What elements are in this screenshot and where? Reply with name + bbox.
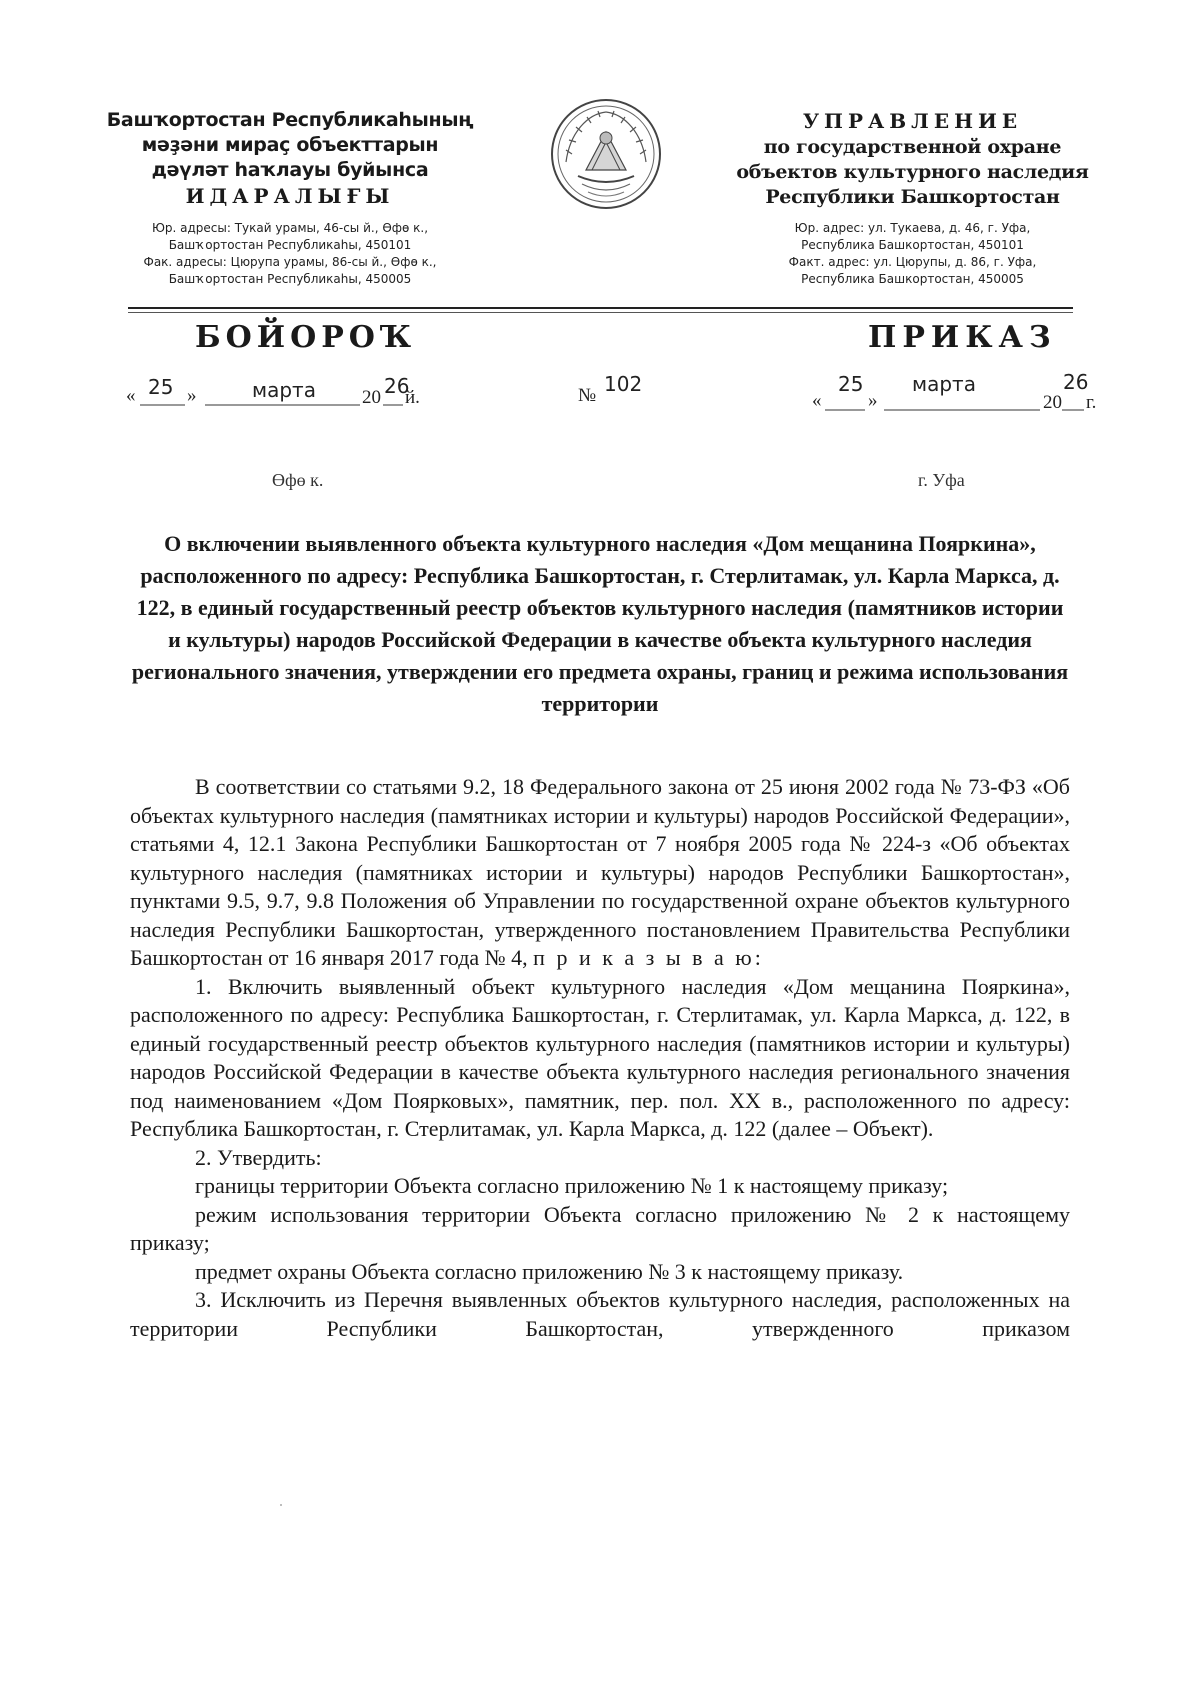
item-2c-paragraph: предмет охраны Объекта согласно приложению № 3 к настоящему приказу. [195,1258,904,1284]
header-right-block [720,108,1105,288]
org-name-ru-line3: Республики Башкортостан [765,186,1060,208]
address-ba: Юр. адресы: Тукай урамы, 46-сы й., Өфө к., Башҡортостан Республикаһы, 450101 Фак. адресы: Цюрупа урамы, 86-сы й., Өфө к., Башҡортостан Республикаһы, 450005 [143,221,437,286]
date-left-year: 26 [384,374,410,398]
org-name-ba-line3: дәүләт һаҡлауы буйынса [151,159,429,181]
item-2b-paragraph: режим использования территории Объекта согласно приложению № 2 к настоящему приказу; [130,1201,1070,1255]
order-subject: О включении выявленного объекта культурного наследия «Дом мещанина Пояркина», расположенного по адресу: Республика Башкортостан, г. Стерлитамак, ул. Карла Маркса, д. 122, в единый государственный реестр объектов культурного наследия (памятников истории и культуры) народов Российской Федерации в качестве объекта культурного наследия регионального значения, утверждении его предмета охраны, границ и режима использования территории [131,531,1069,716]
preamble-paragraph: В соответствии со статьями 9.2, 18 Федерального закона от 25 июня 2002 года № 73-ФЗ «Об объектах культурного наследия (памятниках истории и культуры) народов Российской Федерации», статьями 4, 12.1 Закона Республики Башкортостан от 7 ноября 2005 года № 224-з «Об объектах культурного наследия (памятниках истории и культуры) народов Республики Башкортостан», пунктами 9.5, 9.7, 9.8 Положения об Управлении по государственной охране объектов культурного наследия Республики Башкортостан, утвержденного постановлением Правительства Республики Башкортостан от 16 января 2017 года № 4, п р и к а з ы в а ю: [130,774,1070,970]
date-right-open-quote: « [812,390,822,411]
date-left-open-quote: « [126,385,136,406]
date-right-year: 26 [1063,370,1089,394]
header-left-block [100,108,480,288]
date-left-century: 20 [362,387,381,408]
doc-title-ru: ПРИКАЗ [868,320,1057,355]
item-2a-paragraph: границы территории Объекта согласно приложению № 1 к настоящему приказу; [195,1173,949,1198]
address-ru: Юр. адрес: ул. Тукаева, д. 46, г. Уфа, Республика Башкортостан, 450101 Факт. адрес: ул. Цюрупы, д. 86, г. Уфа, Республика Башкортостан, 450005 [788,221,1037,286]
order-number: 102 [604,372,643,396]
order-number-sign: № [578,385,597,406]
date-left-close-quote: » [187,385,197,406]
date-right-close-quote: » [868,390,878,411]
org-heading-ba: ИДАРАЛЫҒЫ [185,184,395,208]
date-left-month: марта [252,378,316,402]
item-2-heading: 2. Утвердить: [195,1144,322,1170]
date-right-century: 20 [1043,392,1062,413]
city-ba: Өфө к. [272,470,324,490]
doc-title-ba: БОЙОРОҠ [195,320,417,355]
org-name-ru-line2: объектов культурного наследия [736,161,1089,183]
date-left-day: 25 [148,375,174,399]
date-right-month: марта [912,372,976,396]
header-divider-thin [128,312,1073,313]
org-heading-ru: УПРАВЛЕНИЕ [802,109,1023,133]
item-1-paragraph: 1. Включить выявленный объект культурного наследия «Дом мещанина Пояркина», расположенного по адресу: Республика Башкортостан, г. Стерлитамак, ул. Карла Маркса, д. 122, в единый государственный реестр объектов культурного наследия (памятников истории и культуры) народов Российской Федерации в качестве объекта культурного наследия регионального значения под наименованием «Дом Поярковых», памятник, пер. пол. XX в., расположенного по адресу: Республика Башкортостан, г. Стерлитамак, ул. Карла Маркса, д. 122 (далее – Объект). [130,973,1070,1141]
date-right-suffix: г. [1086,392,1097,413]
city-ru: г. Уфа [918,470,965,490]
org-name-ba-line2: мәҙәни мираҫ объекттарын [141,134,439,156]
header-divider-thick [128,307,1073,309]
org-name-ba-line1: Башҡортостан Республикаһының [106,109,474,131]
item-3-paragraph: 3. Исключить из Перечня выявленных объектов культурного наследия, расположенных на территории Республики Башкортостан, утвержденного приказом [130,1287,1070,1341]
date-right-day: 25 [838,372,864,396]
org-name-ru-line1: по государственной охране [763,136,1062,158]
scan-speck [280,1504,282,1506]
order-body [130,773,1070,1343]
date-left-suffix: й. [405,387,420,408]
state-emblem-icon [548,92,664,214]
order-word: п р и к а з ы в а ю: [533,945,764,970]
